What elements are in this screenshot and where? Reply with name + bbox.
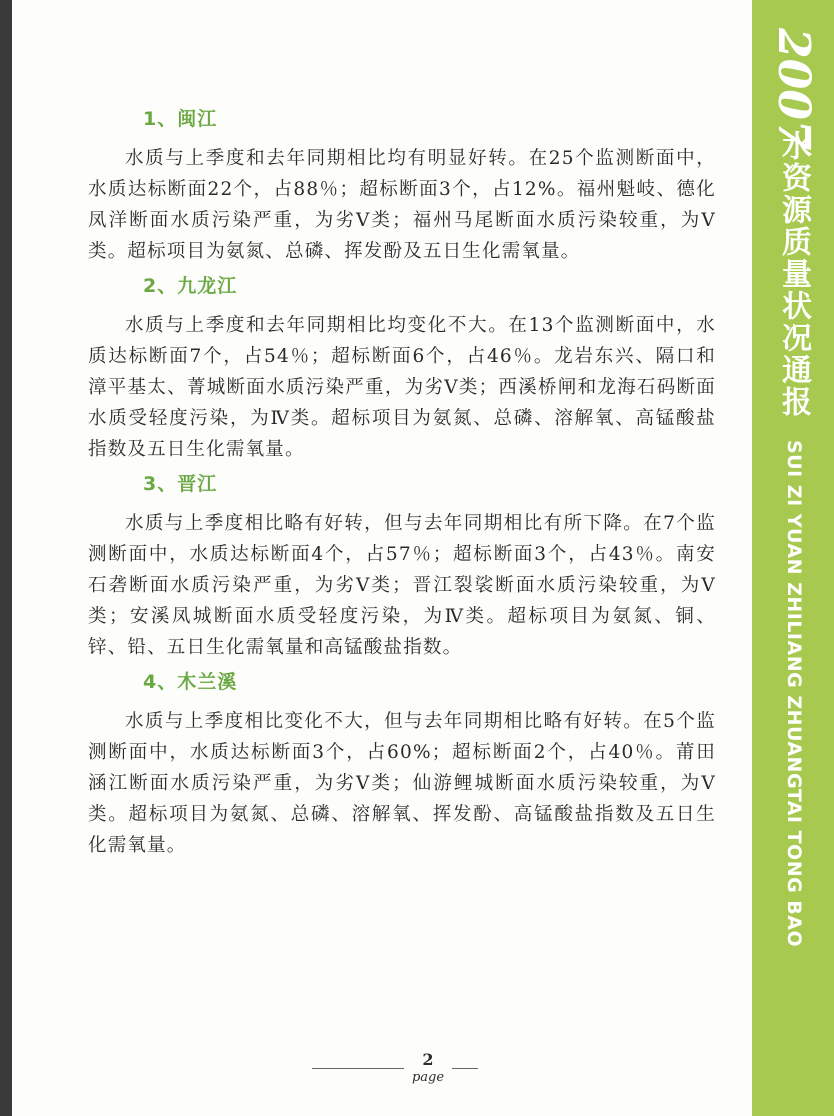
- section-title: 2、九龙江: [143, 275, 238, 297]
- sidebar-banner: [752, 0, 834, 1116]
- page-label: page: [411, 1070, 445, 1085]
- section-mulanxi: [88, 667, 716, 861]
- section-paragraph: 水质与上季度和去年同期相比均有明显好转。在25个监测断面中，水质达标断面22个，占88％；超标断面3个，占12%。福州魁岐、德化凤洋断面水质污染严重，为劣Ⅴ类；福州马尾断面水质污染较重，为Ⅴ类。超标项目为氨氮、总磷、挥发酚及五日生化需氧量。: [88, 148, 716, 262]
- sidebar-pinyin: SUI ZI YUAN ZHILIANG ZHUANGTAI TONG BAO: [783, 440, 805, 948]
- document-page: [12, 0, 834, 1116]
- section-paragraph: 水质与上季度和去年同期相比均变化不大。在13个监测断面中，水质达标断面7个，占54％；超标断面6个，占46％。龙岩东兴、隔口和漳平基太、菁城断面水质污染严重，为劣Ⅴ类；西溪桥闸和龙海石码断面水质受轻度污染，为Ⅳ类。超标项目为氨氮、总磷、溶解氧、高锰酸盐指数及五日生化需氧量。: [88, 315, 716, 460]
- section-title: 4、木兰溪: [143, 671, 238, 693]
- main-content: [88, 104, 716, 865]
- section-paragraph: 水质与上季度相比略有好转，但与去年同期相比有所下降。在7个监测断面中，水质达标断面4个，占57％；超标断面3个，占43％。南安石砻断面水质污染严重，为劣Ⅴ类；晋江裂裟断面水质污染较重，为Ⅴ类；安溪凤城断面水质受轻度污染，为Ⅳ类。超标项目为氨氮、铜、锌、铅、五日生化需氧量和高锰酸盐指数。: [88, 513, 716, 658]
- footer-divider-right: [452, 1068, 478, 1069]
- section-title: 1、闽江: [143, 108, 218, 130]
- section-paragraph: 水质与上季度相比变化不大，但与去年同期相比略有好转。在5个监测断面中，水质达标断面3个，占60%；超标断面2个，占40％。莆田涵江断面水质污染严重，为劣Ⅴ类；仙游鲤城断面水质污染较重，为Ⅴ类。超标项目为氨氮、总磷、溶解氧、挥发酚、高锰酸盐指数及五日生化需氧量。: [88, 711, 716, 856]
- section-minjiang: [88, 104, 716, 267]
- section-jinjiang: [88, 469, 716, 663]
- footer-divider-left: [312, 1068, 404, 1069]
- sidebar-year: 2007: [768, 28, 819, 151]
- sidebar-title: 水资源质量状况通报: [776, 130, 811, 418]
- page-number: 2: [422, 1050, 434, 1069]
- section-title: 3、晋江: [143, 473, 218, 495]
- section-jiulongjiang: [88, 271, 716, 465]
